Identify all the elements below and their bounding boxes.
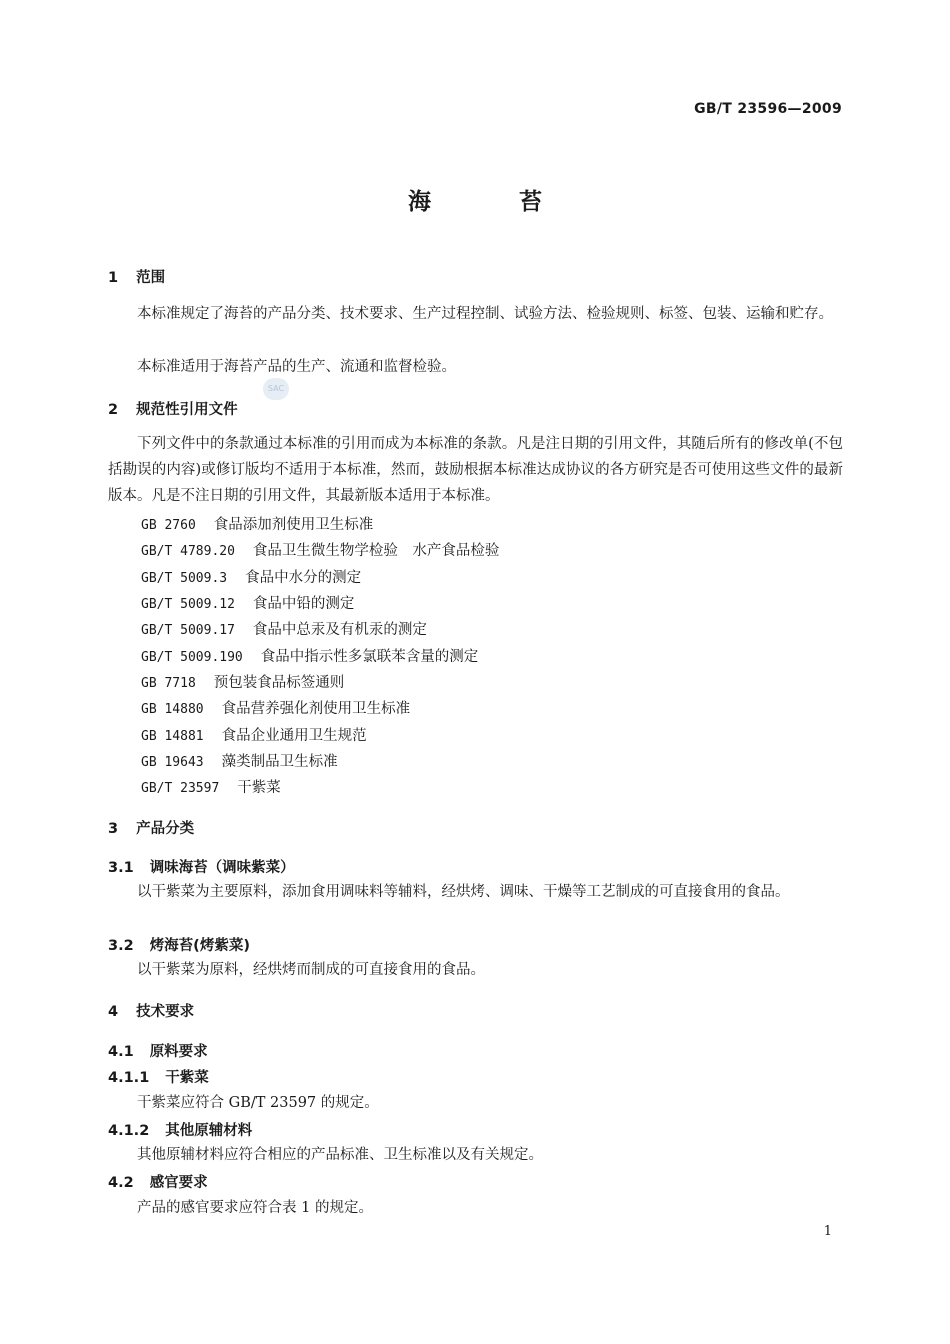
section-2-title: 规范性引用文件 (136, 402, 238, 418)
reference-item (141, 539, 499, 560)
reference-item (141, 513, 373, 534)
reference-code: GB 2760 (141, 518, 196, 533)
section-3-1-title: 调味海苔（调味紫菜） (149, 860, 295, 876)
section-4-2-number: 4.2 (108, 1175, 134, 1191)
reference-name: 预包装食品标签通则 (213, 675, 345, 691)
section-3-1-text: 以干紫菜为主要原料，添加食用调味料等辅料，经烘烤、调味、干燥等工艺制成的可直接食用的食品。 (137, 884, 790, 900)
reference-code: GB 14880 (141, 702, 204, 717)
reference-name: 食品营养强化剂使用卫生标准 (221, 701, 411, 717)
reference-code: GB/T 23597 (141, 781, 220, 796)
reference-name: 食品中总汞及有机汞的测定 (252, 622, 427, 638)
section-4-2-heading (108, 1171, 208, 1192)
reference-item (141, 776, 281, 797)
standard-number: GB/T 23596—2009 (694, 101, 842, 117)
reference-item (141, 592, 354, 613)
page-number: 1 (823, 1224, 832, 1239)
section-2-paragraph: 下列文件中的条款通过本标准的引用而成为本标准的条款。凡是注日期的引用文件，其随后所有的修改单(不包括勘误的内容)或修订版均不适用于本标准，然而，鼓励根据本标准达成协议的各方研究是否可使用这些文件的最新版本。凡是不注日期的引用文件，其最新版本适用于本标准。 (108, 436, 843, 504)
reference-item (141, 750, 338, 771)
section-3-title: 产品分类 (136, 821, 195, 837)
section-1-paragraph-2: 本标准适用于海苔产品的生产、流通和监督检验。 (137, 359, 456, 375)
reference-name: 干紫菜 (237, 780, 281, 796)
reference-name: 食品中指示性多氯联苯含量的测定 (260, 649, 479, 665)
reference-item (141, 566, 361, 587)
reference-code: GB/T 5009.3 (141, 571, 228, 586)
reference-name: 食品中水分的测定 (245, 570, 362, 586)
reference-item (141, 724, 367, 745)
reference-name: 藻类制品卫生标准 (221, 754, 338, 770)
section-1-paragraph-1: 本标准规定了海苔的产品分类、技术要求、生产过程控制、试验方法、检验规则、标签、包装、运输和贮存。 (137, 306, 833, 322)
reference-code: GB/T 5009.17 (141, 623, 235, 638)
reference-name: 食品中铅的测定 (252, 596, 355, 612)
section-4-2-title: 感官要求 (149, 1175, 208, 1191)
section-1-title: 范围 (136, 270, 166, 286)
section-4-1-1-number: 4.1.1 (108, 1070, 150, 1086)
section-3-heading (108, 817, 194, 838)
reference-code: GB 14881 (141, 729, 204, 744)
section-4-1-1-heading (108, 1066, 209, 1087)
section-3-2-title: 烤海苔(烤紫菜) (149, 938, 250, 954)
section-4-1-number: 4.1 (108, 1044, 134, 1060)
reference-item (141, 697, 410, 718)
section-4-title: 技术要求 (136, 1004, 195, 1020)
section-4-heading (108, 1000, 194, 1021)
reference-code: GB 7718 (141, 676, 196, 691)
section-4-1-2-text: 其他原辅材料应符合相应的产品标准、卫生标准以及有关规定。 (137, 1147, 543, 1163)
section-4-1-1-title: 干紫菜 (165, 1070, 209, 1086)
section-4-1-title: 原料要求 (149, 1044, 208, 1060)
title-char-2: 苔 (519, 189, 542, 215)
section-3-1-number: 3.1 (108, 860, 134, 876)
document-title (0, 183, 950, 216)
section-2-heading (108, 398, 238, 419)
section-4-1-2-heading (108, 1119, 252, 1140)
title-char-1: 海 (408, 189, 431, 215)
reference-name: 食品添加剂使用卫生标准 (213, 517, 374, 533)
reference-code: GB/T 5009.12 (141, 597, 235, 612)
section-4-1-1-text: 干紫菜应符合 GB/T 23597 的规定。 (137, 1095, 379, 1111)
section-2-number: 2 (108, 402, 119, 418)
watermark-logo: SAC (263, 378, 289, 400)
section-3-number: 3 (108, 821, 119, 837)
reference-code: GB/T 4789.20 (141, 544, 235, 559)
section-3-2-text: 以干紫菜为原料，经烘烤而制成的可直接食用的食品。 (137, 962, 485, 978)
reference-item (141, 618, 427, 639)
section-3-2-number: 3.2 (108, 938, 134, 954)
reference-code: GB/T 5009.190 (141, 650, 243, 665)
section-4-1-2-title: 其他原辅材料 (165, 1123, 253, 1139)
reference-item (141, 645, 478, 666)
reference-name: 食品卫生微生物学检验 水产食品检验 (252, 543, 500, 559)
section-4-1-heading (108, 1040, 208, 1061)
reference-item (141, 671, 344, 692)
section-4-2-text: 产品的感官要求应符合表 1 的规定。 (137, 1200, 373, 1216)
section-1-heading (108, 266, 165, 287)
section-1-number: 1 (108, 270, 119, 286)
section-3-2-heading (108, 934, 250, 955)
reference-name: 食品企业通用卫生规范 (221, 728, 367, 744)
section-4-number: 4 (108, 1004, 119, 1020)
section-3-1-heading (108, 856, 295, 877)
section-4-1-2-number: 4.1.2 (108, 1123, 150, 1139)
reference-code: GB 19643 (141, 755, 204, 770)
